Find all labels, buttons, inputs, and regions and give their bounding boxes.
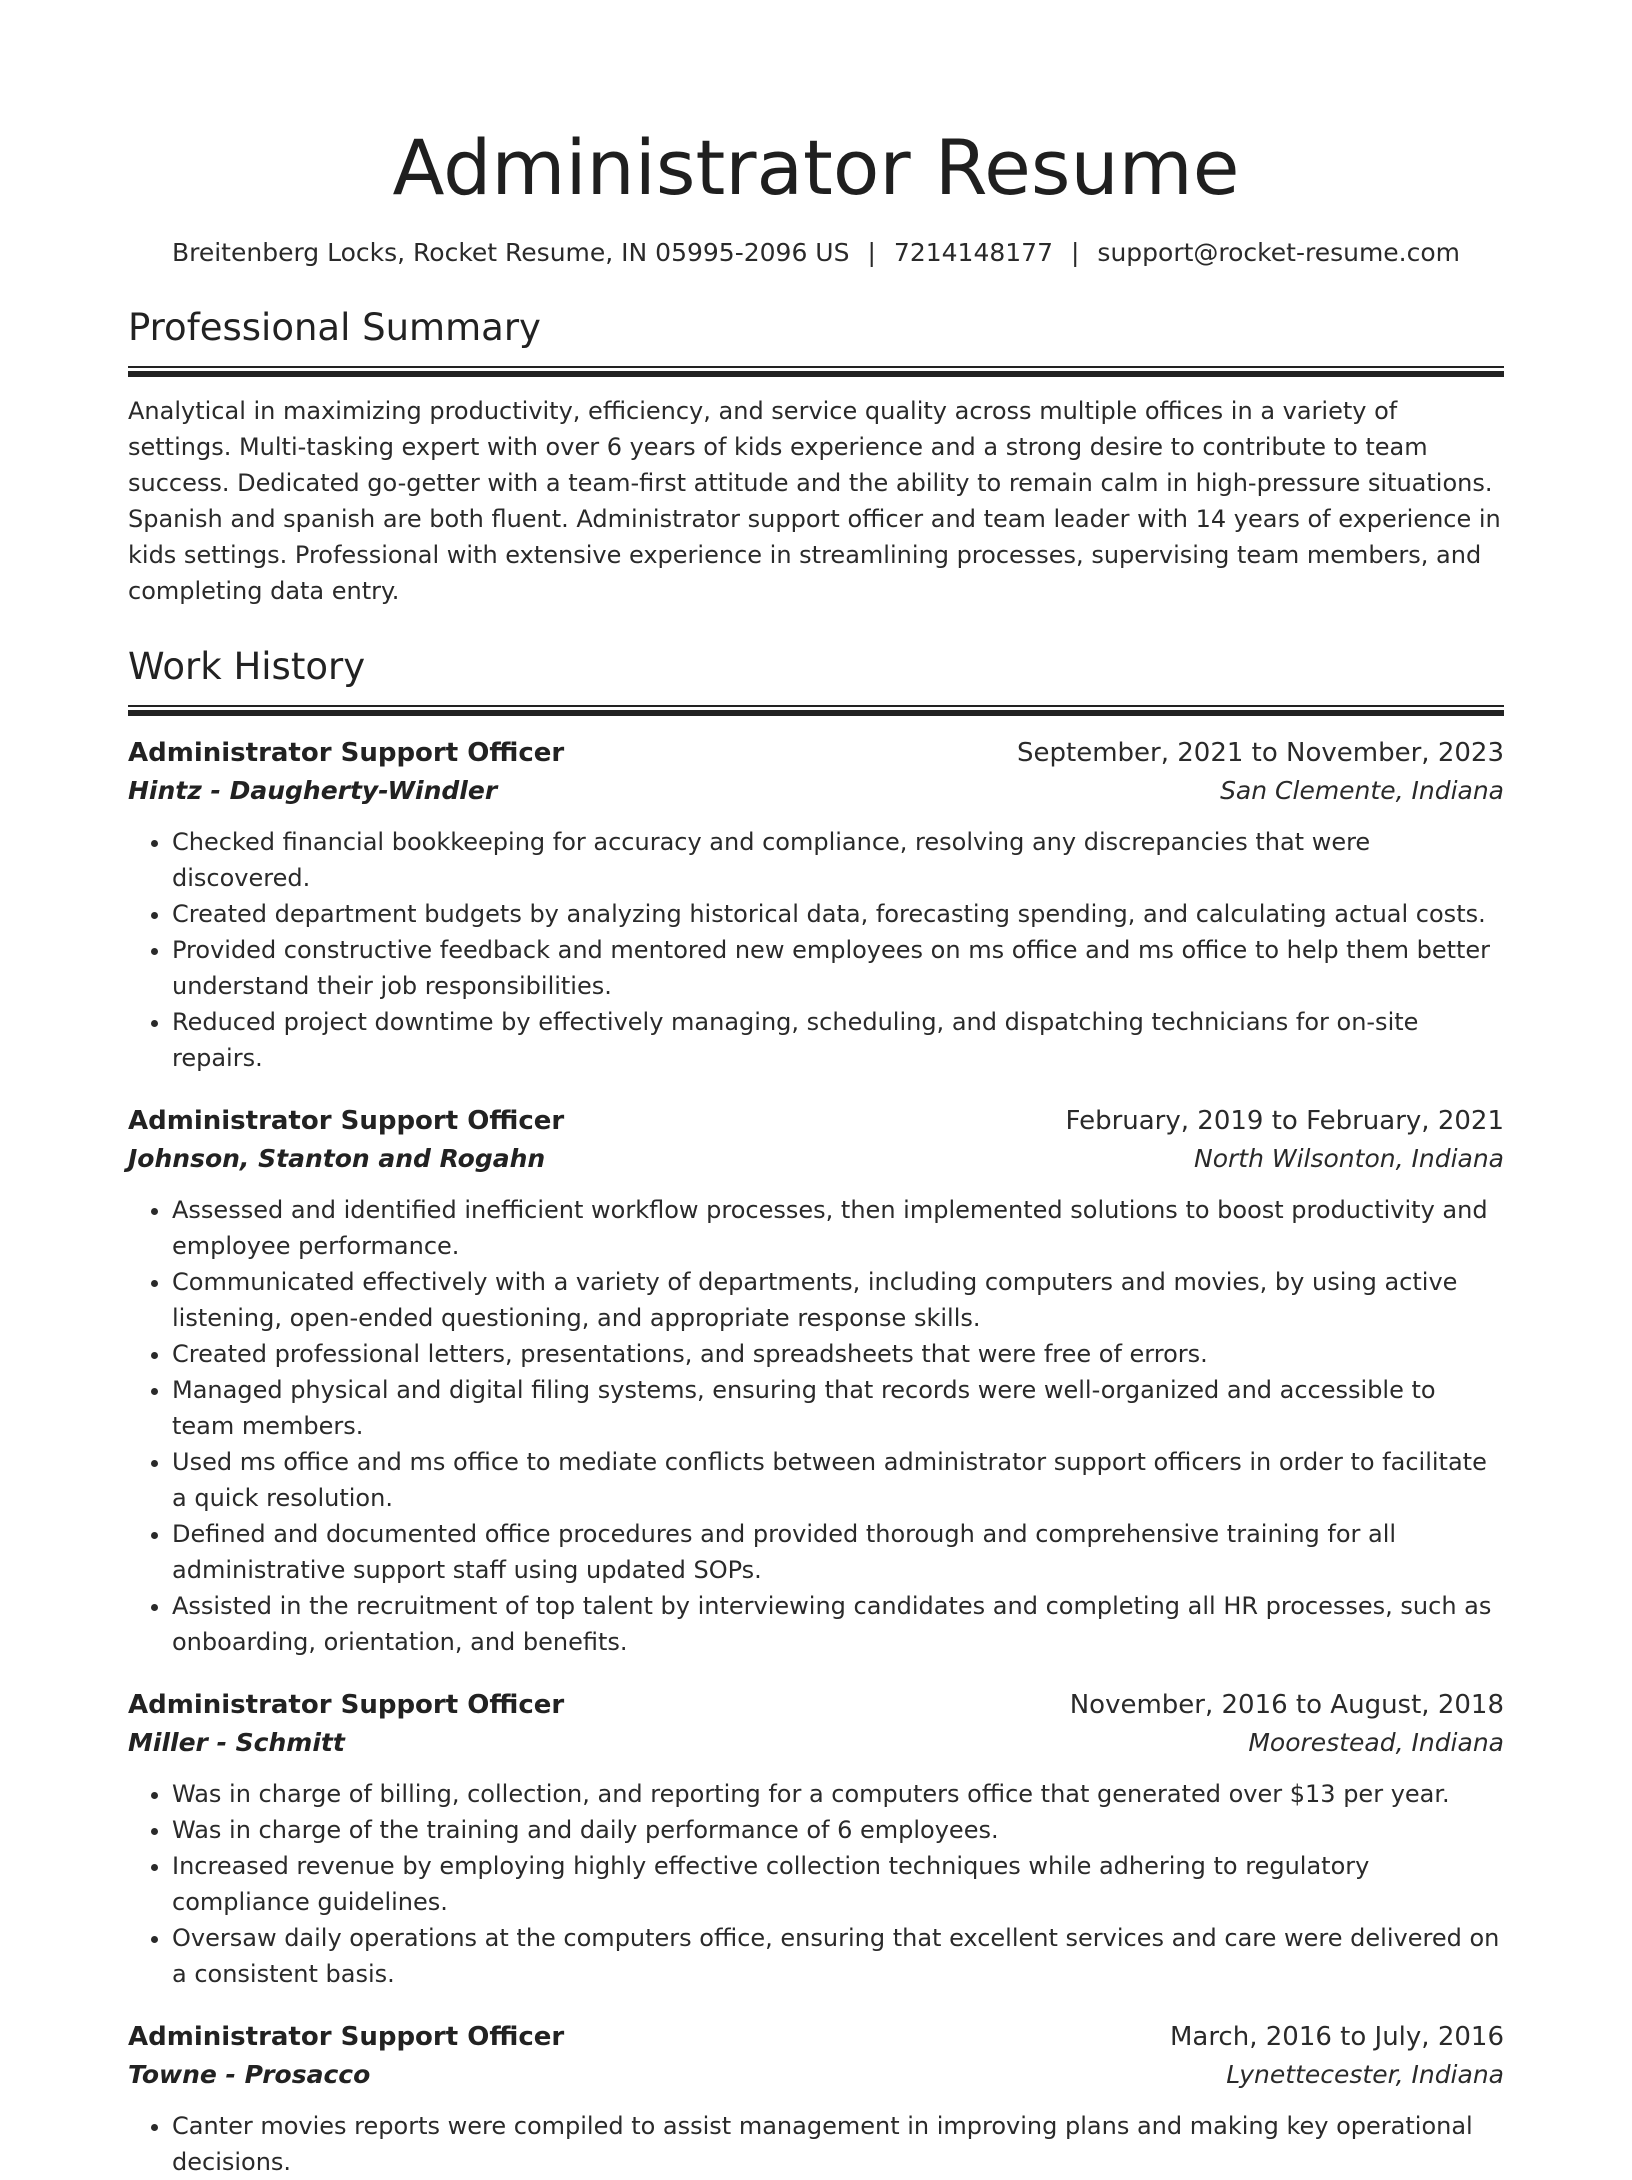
job-bullet: • Provided constructive feedback and mentored new employees on ms office and ms office to help them better understand their job responsibilities. <box>172 932 1504 1004</box>
job-subheader-row <box>128 1140 1504 1178</box>
professional-summary-section <box>128 304 1504 609</box>
job-entry <box>128 2018 1504 2180</box>
job-header-row <box>128 2018 1504 2056</box>
job-subheader-row <box>128 772 1504 810</box>
job-bullet: • Canter movies reports were compiled to assist management in improving plans and making key operational decisions. <box>172 2108 1504 2180</box>
job-bullets <box>128 1776 1504 1992</box>
job-header-row <box>128 734 1504 772</box>
job-title: Administrator Support Officer <box>128 1690 565 1720</box>
job-subheader-row <box>128 1724 1504 1762</box>
job-title: Administrator Support Officer <box>128 1106 565 1136</box>
job-dates: February, 2019 to February, 2021 <box>1065 1106 1504 1136</box>
job-bullet: • Increased revenue by employing highly effective collection techniques while adhering to regulatory compliance guidelines. <box>172 1848 1504 1920</box>
job-title: Administrator Support Officer <box>128 738 565 768</box>
job-bullet: • Reduced project downtime by effectively managing, scheduling, and dispatching technicians for on-site repairs. <box>172 1004 1504 1076</box>
job-dates: November, 2016 to August, 2018 <box>1069 1690 1504 1720</box>
job-bullets <box>128 1192 1504 1660</box>
job-bullet: • Assisted in the recruitment of top talent by interviewing candidates and completing all HR processes, such as onboarding, orientation, and benefits. <box>172 1588 1504 1660</box>
job-bullet: • Created department budgets by analyzing historical data, forecasting spending, and calculating actual costs. <box>172 896 1504 932</box>
job-entry <box>128 734 1504 1076</box>
job-bullet: • Created professional letters, presentations, and spreadsheets that were free of errors. <box>172 1336 1504 1372</box>
job-subheader-row <box>128 2056 1504 2094</box>
job-bullet: • Was in charge of billing, collection, and reporting for a computers office that generated over $13 per year. <box>172 1776 1504 1812</box>
job-company: Towne - Prosacco <box>128 2060 371 2089</box>
contact-line <box>128 236 1504 270</box>
section-divider <box>128 366 1504 377</box>
job-company: Miller - Schmitt <box>128 1728 345 1757</box>
job-bullet: • Communicated effectively with a variety of departments, including computers and movies, by using active listening, open-ended questioning, and appropriate response skills. <box>172 1264 1504 1336</box>
section-heading: Professional Summary <box>128 306 541 349</box>
section-divider <box>128 705 1504 716</box>
job-company: Hintz - Daugherty-Windler <box>128 776 498 805</box>
job-entry <box>128 1102 1504 1660</box>
work-history-section <box>128 643 1504 2180</box>
contact-address: Breitenberg Locks, Rocket Resume, IN 05995-2096 US <box>171 238 850 267</box>
job-bullet: • Was in charge of the training and daily performance of 6 employees. <box>172 1812 1504 1848</box>
job-header-row <box>128 1102 1504 1140</box>
job-bullet: • Used ms office and ms office to mediate conflicts between administrator support officers in order to facilitate a quick resolution. <box>172 1444 1504 1516</box>
section-heading: Work History <box>128 645 366 688</box>
job-company: Johnson, Stanton and Rogahn <box>128 1144 546 1173</box>
contact-separator: | <box>867 238 876 267</box>
job-dates: March, 2016 to July, 2016 <box>1169 2022 1504 2052</box>
summary-text: Analytical in maximizing productivity, efficiency, and service quality across multiple offices in a variety of settings. Multi-tasking expert with over 6 years of kids experience and a strong desire to contribute to team success. Dedicated go-getter with a team-first attitude and the ability to remain calm in high-pressure situations. Spanish and spanish are both fluent. Administrator support officer and team leader with 14 years of experience in kids settings. Professional with extensive experience in streamlining processes, supervising team members, and completing data entry. <box>128 397 1501 605</box>
contact-phone: 7214148177 <box>893 238 1053 267</box>
job-bullet: • Managed physical and digital filing systems, ensuring that records were well-organized and accessible to team members. <box>172 1372 1504 1444</box>
job-bullet: • Checked financial bookkeeping for accuracy and compliance, resolving any discrepancies that were discovered. <box>172 824 1504 896</box>
job-title: Administrator Support Officer <box>128 2022 565 2052</box>
contact-email: support@rocket-resume.com <box>1097 238 1461 267</box>
job-bullets <box>128 2108 1504 2180</box>
job-location: Lynettecester, Indiana <box>1226 2060 1504 2089</box>
job-location: Moorestead, Indiana <box>1248 1728 1504 1757</box>
job-location: North Wilsonton, Indiana <box>1194 1144 1504 1173</box>
job-bullets <box>128 824 1504 1076</box>
contact-separator: | <box>1070 238 1080 267</box>
job-header-row <box>128 1686 1504 1724</box>
job-entry <box>128 1686 1504 1992</box>
job-dates: September, 2021 to November, 2023 <box>1017 738 1504 768</box>
job-bullet: • Defined and documented office procedures and provided thorough and comprehensive training for all administrative support staff using updated SOPs. <box>172 1516 1504 1588</box>
job-bullet: • Assessed and identified inefficient workflow processes, then implemented solutions to boost productivity and employee performance. <box>172 1192 1504 1264</box>
job-bullet: • Oversaw daily operations at the computers office, ensuring that excellent services and care were delivered on a consistent basis. <box>172 1920 1504 1992</box>
job-location: San Clemente, Indiana <box>1220 776 1504 805</box>
resume-title: Administrator Resume <box>392 123 1240 212</box>
